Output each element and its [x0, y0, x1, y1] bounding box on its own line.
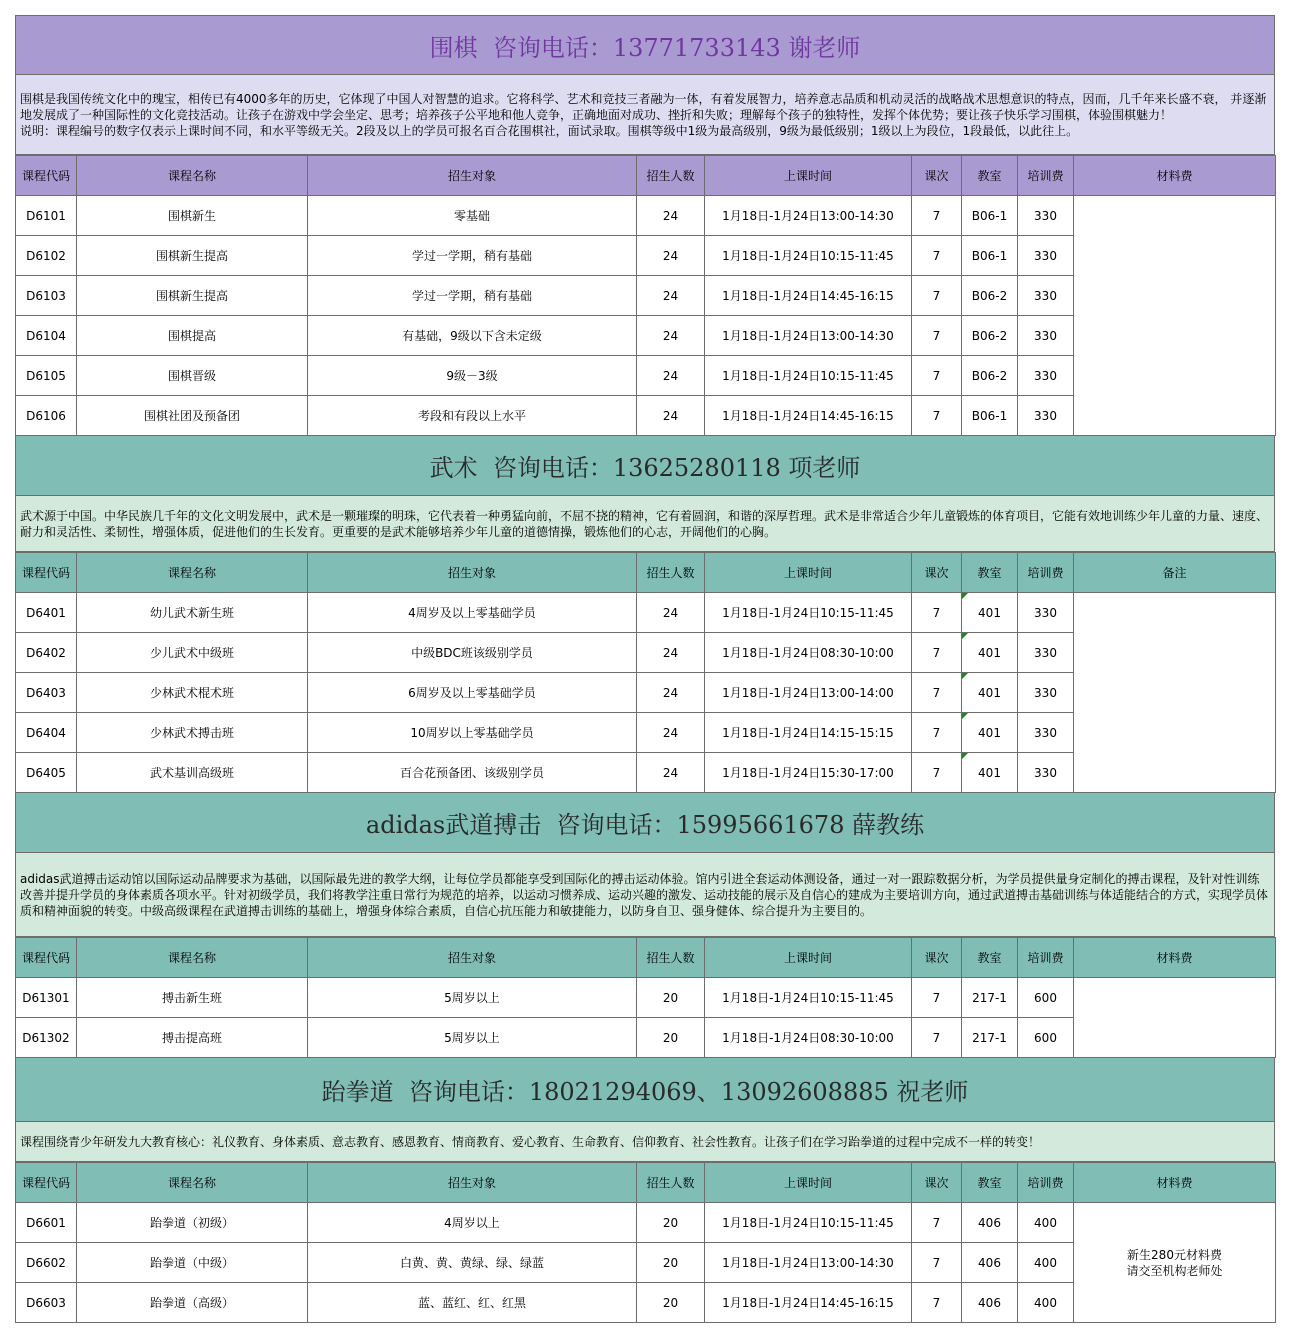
table-cell: 7 — [912, 753, 962, 793]
table-cell: 217-1 — [962, 1018, 1018, 1058]
description-text-block — [20, 508, 1270, 540]
table-cell: 1月18日-1月24日13:00-14:00 — [705, 673, 912, 713]
table-cell: D61301 — [16, 978, 77, 1018]
table-cell: D6105 — [16, 356, 77, 396]
column-header: 培训费 — [1018, 1163, 1074, 1203]
table-cell: 1月18日-1月24日13:00-14:30 — [705, 196, 912, 236]
table-cell: 330 — [1018, 673, 1074, 713]
column-header: 上课时间 — [705, 1163, 912, 1203]
table-cell: 600 — [1018, 1018, 1074, 1058]
table-cell: 学过一学期，稍有基础 — [308, 276, 637, 316]
table-cell: 7 — [912, 396, 962, 436]
table-cell: 1月18日-1月24日08:30-10:00 — [705, 633, 912, 673]
column-header: 招生人数 — [637, 938, 705, 978]
table-cell: 7 — [912, 236, 962, 276]
table-cell: 7 — [912, 978, 962, 1018]
table-cell: 330 — [1018, 196, 1074, 236]
table-cell: 330 — [1018, 236, 1074, 276]
table-cell: 围棋晋级 — [77, 356, 308, 396]
table-cell: 蓝、蓝红、红、红黑 — [308, 1283, 637, 1323]
column-header: 课程代码 — [16, 1163, 77, 1203]
column-header: 课程代码 — [16, 156, 77, 196]
table-cell: 7 — [912, 316, 962, 356]
table-cell: 7 — [912, 196, 962, 236]
table-cell: 7 — [912, 1018, 962, 1058]
table-cell: D6404 — [16, 713, 77, 753]
table-cell: 7 — [912, 673, 962, 713]
table-cell: 24 — [637, 356, 705, 396]
table-cell: 20 — [637, 1243, 705, 1283]
table-cell: 10周岁以上零基础学员 — [308, 713, 637, 753]
column-header: 上课时间 — [705, 156, 912, 196]
table-cell: 1月18日-1月24日14:45-16:15 — [705, 396, 912, 436]
table-cell: 少林武术棍术班 — [77, 673, 308, 713]
column-header: 课次 — [912, 553, 962, 593]
table-cell: 百合花预备团、该级别学员 — [308, 753, 637, 793]
section-title: 跆拳道 咨询电话：18021294069、13092608885 祝老师 — [15, 1058, 1275, 1122]
table-cell: 330 — [1018, 276, 1074, 316]
column-header: 材料费 — [1074, 156, 1276, 196]
column-header: 招生对象 — [308, 553, 637, 593]
column-header: 课程名称 — [77, 553, 308, 593]
table-cell: 1月18日-1月24日13:00-14:30 — [705, 316, 912, 356]
table-cell: 少儿武术中级班 — [77, 633, 308, 673]
table-cell: D6603 — [16, 1283, 77, 1323]
description-paragraph: 武术源于中国。中华民族几千年的文化文明发展中，武术是一颗璀璨的明珠，它代表着一种勇猛向前，不屈不挠的精神，它有着圆润，和谐的深厚哲理。武术是非常适合少年儿童锻炼的体育项目，它能有效地训练少年儿童的力量、速度、耐力和灵活性、柔韧性，增强体质，促进他们的生长发育。更重要的是武术能够培养少年儿童的道德情操，锻炼他们的心志，开阔他们的心胸。 — [20, 508, 1269, 539]
section-title: 武术 咨询电话：13625280118 项老师 — [15, 436, 1275, 496]
table-cell: D6602 — [16, 1243, 77, 1283]
table-cell: 20 — [637, 1203, 705, 1243]
table-cell: 围棋新生提高 — [77, 276, 308, 316]
table-cell: 少林武术搏击班 — [77, 713, 308, 753]
column-header: 备注 — [1074, 553, 1276, 593]
table-cell: 1月18日-1月24日15:30-17:00 — [705, 753, 912, 793]
table-cell: D6103 — [16, 276, 77, 316]
table-cell: 600 — [1018, 978, 1074, 1018]
column-header: 培训费 — [1018, 553, 1074, 593]
table-cell: 5周岁以上 — [308, 978, 637, 1018]
column-header: 招生对象 — [308, 938, 637, 978]
course-table — [15, 552, 1276, 793]
column-header: 课次 — [912, 156, 962, 196]
table-cell: 1月18日-1月24日14:15-15:15 — [705, 713, 912, 753]
table-cell: 4周岁及以上零基础学员 — [308, 593, 637, 633]
table-cell: 24 — [637, 236, 705, 276]
table-cell: 401 — [962, 593, 1018, 633]
table-row — [16, 196, 1276, 236]
table-cell: 400 — [1018, 1283, 1074, 1323]
table-cell: 6周岁及以上零基础学员 — [308, 673, 637, 713]
description-text-block — [20, 871, 1270, 919]
table-cell: 中级BDC班该级别学员 — [308, 633, 637, 673]
table-cell: 白黄、黄、黄绿、绿、绿蓝 — [308, 1243, 637, 1283]
table-cell: 1月18日-1月24日10:15-11:45 — [705, 1203, 912, 1243]
column-header: 课程名称 — [77, 938, 308, 978]
description-text-block — [20, 1134, 1270, 1150]
table-cell: D6104 — [16, 316, 77, 356]
table-header-row — [16, 1163, 1276, 1203]
table-cell: 7 — [912, 1243, 962, 1283]
table-cell: 1月18日-1月24日13:00-14:30 — [705, 1243, 912, 1283]
table-cell: 考段和有段以上水平 — [308, 396, 637, 436]
table-cell: 搏击新生班 — [77, 978, 308, 1018]
table-cell: 7 — [912, 633, 962, 673]
column-header: 课次 — [912, 938, 962, 978]
section-description — [15, 1122, 1275, 1162]
table-cell: 武术基训高级班 — [77, 753, 308, 793]
table-cell: 24 — [637, 196, 705, 236]
section-title: 围棋 咨询电话：13771733143 谢老师 — [15, 15, 1275, 75]
table-cell: 4周岁以上 — [308, 1203, 637, 1243]
table-cell: 跆拳道（高级） — [77, 1283, 308, 1323]
table-cell: 围棋社团及预备团 — [77, 396, 308, 436]
table-cell: 7 — [912, 1283, 962, 1323]
column-header: 招生对象 — [308, 1163, 637, 1203]
table-header-row — [16, 938, 1276, 978]
table-cell: D6402 — [16, 633, 77, 673]
column-header: 培训费 — [1018, 938, 1074, 978]
side-note-cell — [1074, 196, 1276, 436]
table-cell: 20 — [637, 1283, 705, 1323]
table-cell: D6102 — [16, 236, 77, 276]
column-header: 教室 — [962, 1163, 1018, 1203]
table-cell: 24 — [637, 673, 705, 713]
table-cell: 401 — [962, 713, 1018, 753]
table-cell: 1月18日-1月24日08:30-10:00 — [705, 1018, 912, 1058]
table-cell: 24 — [637, 396, 705, 436]
table-cell: D61302 — [16, 1018, 77, 1058]
table-cell: 1月18日-1月24日10:15-11:45 — [705, 356, 912, 396]
section-title: adidas武道搏击 咨询电话：15995661678 薛教练 — [15, 793, 1275, 853]
column-header: 教室 — [962, 156, 1018, 196]
table-cell: 20 — [637, 978, 705, 1018]
table-cell: 330 — [1018, 316, 1074, 356]
section-description — [15, 75, 1275, 155]
table-cell: D6403 — [16, 673, 77, 713]
table-cell: 401 — [962, 753, 1018, 793]
table-cell: 有基础，9级以下含未定级 — [308, 316, 637, 356]
table-cell: 幼儿武术新生班 — [77, 593, 308, 633]
section-description — [15, 853, 1275, 937]
column-header: 招生人数 — [637, 1163, 705, 1203]
table-cell: D6601 — [16, 1203, 77, 1243]
table-cell: 20 — [637, 1018, 705, 1058]
column-header: 课程代码 — [16, 938, 77, 978]
table-cell: B06-2 — [962, 356, 1018, 396]
table-cell: B06-2 — [962, 276, 1018, 316]
side-note-cell — [1074, 593, 1276, 793]
table-cell: 330 — [1018, 753, 1074, 793]
column-header: 招生人数 — [637, 553, 705, 593]
table-cell: 9级－3级 — [308, 356, 637, 396]
section-description — [15, 496, 1275, 552]
table-cell: B06-1 — [962, 236, 1018, 276]
column-header: 课程代码 — [16, 553, 77, 593]
table-cell: 7 — [912, 276, 962, 316]
table-cell: 401 — [962, 673, 1018, 713]
course-table — [15, 1162, 1276, 1323]
table-cell: 24 — [637, 276, 705, 316]
side-note-cell — [1074, 978, 1276, 1058]
table-cell: 330 — [1018, 633, 1074, 673]
table-cell: 围棋提高 — [77, 316, 308, 356]
course-table — [15, 937, 1276, 1058]
description-paragraph: 课程围绕青少年研发九大教育核心：礼仪教育、身体素质、意志教育、感恩教育、情商教育、爱心教育、生命教育、信仰教育、社会性教育。让孩子们在学习跆拳道的过程中完成不一样的转变！ — [20, 1134, 1041, 1149]
table-row — [16, 978, 1276, 1018]
table-cell: 24 — [637, 753, 705, 793]
table-cell: 1月18日-1月24日14:45-16:15 — [705, 1283, 912, 1323]
column-header: 招生对象 — [308, 156, 637, 196]
table-cell: 1月18日-1月24日10:15-11:45 — [705, 593, 912, 633]
column-header: 上课时间 — [705, 553, 912, 593]
table-cell: 跆拳道（初级） — [77, 1203, 308, 1243]
table-cell: 24 — [637, 713, 705, 753]
column-header: 材料费 — [1074, 1163, 1276, 1203]
table-row — [16, 593, 1276, 633]
column-header: 培训费 — [1018, 156, 1074, 196]
table-cell: B06-1 — [962, 196, 1018, 236]
table-cell: D6401 — [16, 593, 77, 633]
table-cell: 学过一学期，稍有基础 — [308, 236, 637, 276]
table-cell: 400 — [1018, 1203, 1074, 1243]
table-cell: D6106 — [16, 396, 77, 436]
table-cell: 406 — [962, 1243, 1018, 1283]
column-header: 材料费 — [1074, 938, 1276, 978]
column-header: 教室 — [962, 553, 1018, 593]
table-cell: 围棋新生提高 — [77, 236, 308, 276]
table-cell: 330 — [1018, 593, 1074, 633]
table-cell: 搏击提高班 — [77, 1018, 308, 1058]
table-cell: 跆拳道（中级） — [77, 1243, 308, 1283]
table-cell: 1月18日-1月24日10:15-11:45 — [705, 978, 912, 1018]
table-cell: D6101 — [16, 196, 77, 236]
table-cell: 24 — [637, 316, 705, 356]
side-note-cell: 新生280元材料费 请交至机构老师处 — [1074, 1203, 1276, 1323]
table-cell: 330 — [1018, 356, 1074, 396]
table-cell: 7 — [912, 593, 962, 633]
table-cell: 406 — [962, 1203, 1018, 1243]
table-cell: 401 — [962, 633, 1018, 673]
table-cell: 1月18日-1月24日10:15-11:45 — [705, 236, 912, 276]
course-table — [15, 155, 1276, 436]
table-header-row — [16, 156, 1276, 196]
table-cell: 24 — [637, 593, 705, 633]
table-cell: 7 — [912, 1203, 962, 1243]
table-cell: 7 — [912, 356, 962, 396]
table-header-row — [16, 553, 1276, 593]
table-cell: 1月18日-1月24日14:45-16:15 — [705, 276, 912, 316]
column-header: 课程名称 — [77, 1163, 308, 1203]
description-text-block — [20, 91, 1270, 139]
description-note: 说明：课程编号的数字仅表示上课时间不同，和水平等级无关。2段及以上的学员可报名百合花围棋社，面试录取。围棋等级中1级为最高级别，9级为最低级别；1级以上为段位，1段最低，以此往上。 — [20, 123, 1079, 138]
table-cell: 7 — [912, 713, 962, 753]
table-cell: 330 — [1018, 396, 1074, 436]
table-cell: 零基础 — [308, 196, 637, 236]
table-cell: 5周岁以上 — [308, 1018, 637, 1058]
column-header: 课次 — [912, 1163, 962, 1203]
description-paragraph: 围棋是我国传统文化中的瑰宝，相传已有4000多年的历史，它体现了中国人对智慧的追求。它将科学、艺术和竞技三者融为一体，有着发展智力，培养意志品质和机动灵活的战略战术思想意识的特点，因而，几千年来长盛不衰， 并逐渐地发展成了一种国际性的文化竞技活动。让孩子在游戏中学会坐定、思考；培养孩子公平地和他人竞争，正确地面对成功、挫折和失败；理解每个孩子的独特性，发挥个体优势；要让孩子快乐学习围棋，体验围棋魅力！ — [20, 91, 1267, 122]
table-cell: 330 — [1018, 713, 1074, 753]
column-header: 上课时间 — [705, 938, 912, 978]
table-cell: 400 — [1018, 1243, 1074, 1283]
table-cell: D6405 — [16, 753, 77, 793]
column-header: 教室 — [962, 938, 1018, 978]
column-header: 招生人数 — [637, 156, 705, 196]
table-cell: 围棋新生 — [77, 196, 308, 236]
table-cell: 24 — [637, 633, 705, 673]
table-cell: 217-1 — [962, 978, 1018, 1018]
table-row — [16, 1203, 1276, 1243]
table-cell: B06-2 — [962, 316, 1018, 356]
description-paragraph: adidas武道搏击运动馆以国际运动品牌要求为基础，以国际最先进的教学大纲，让每位学员都能享受到国际化的搏击运动体验。馆内引进全套运动体测设备，通过一对一跟踪数据分析，为学员提供量身定制化的搏击课程，及针对性训练改善并提升学员的身体素质各项水平。针对初级学员，我们将教学注重日常行为规范的培养，以运动习惯养成、运动兴趣的激发、运动技能的展示及自信心的建成为主要培训方向，通过武道搏击基础训练与体适能结合的方式，实现学员体质和精神面貌的转变。中级高级课程在武道搏击训练的基础上，增强身体综合素质，自信心抗压能力和敏捷能力，以防身自卫、强身健体、综合提升为主要目的。 — [20, 871, 1269, 918]
column-header: 课程名称 — [77, 156, 308, 196]
course-schedule-sheet — [15, 15, 1275, 1323]
table-cell: 406 — [962, 1283, 1018, 1323]
table-cell: B06-1 — [962, 396, 1018, 436]
